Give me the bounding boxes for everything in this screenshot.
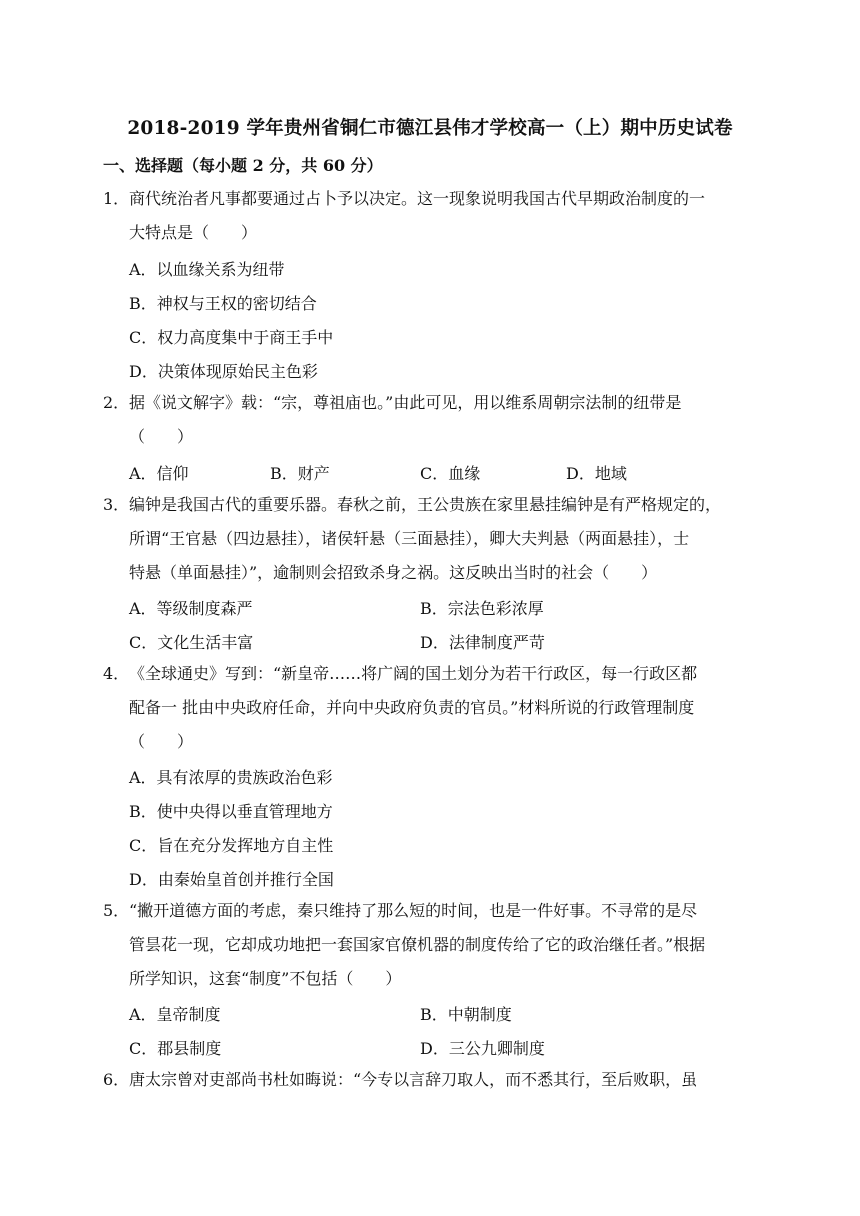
question-line: 唐太宗曾对吏部尚书杜如晦说：“今专以言辞刀取人，而不悉其行，至后败职，虽: [129, 1070, 698, 1089]
option-b: B．财产: [270, 464, 330, 483]
option-a: A．以血缘关系为纽带: [129, 260, 285, 279]
question-line: 大特点是（ ）: [129, 223, 258, 242]
question-line: 管昙花一现，它却成功地把一套国家官僚机器的制度传给了它的政治继任者。”根据: [129, 935, 706, 954]
question-5: [103, 894, 765, 996]
option-b: B．神权与王权的密切结合: [129, 294, 317, 313]
option-d: D．决策体现原始民主色彩: [129, 362, 318, 381]
question-number: 6．: [103, 1070, 130, 1089]
option-b: B．宗法色彩浓厚: [420, 599, 544, 618]
question-line: （ ）: [129, 732, 194, 751]
option-c: C．郡县制度: [129, 1039, 222, 1058]
question-line: 商代统治者凡事都要通过占卜予以决定。这一现象说明我国古代早期政治制度的一: [129, 189, 706, 208]
option-a: A．等级制度森严: [129, 599, 253, 618]
question-1: [103, 182, 765, 250]
option-c: C．旨在充分发挥地方自主性: [129, 836, 334, 855]
question-line: 所学知识，这套“制度”不包括（ ）: [129, 969, 402, 988]
question-2: [103, 386, 765, 454]
option-b: B．中朝制度: [420, 1005, 512, 1024]
option-d: D．由秦始皇首创并推行全国: [129, 870, 334, 889]
question-number: 4．: [103, 664, 130, 683]
question-line: 所谓“王官悬（四边悬挂），诸侯轩悬（三面悬挂），卿大夫判悬（两面悬挂），士: [129, 529, 690, 548]
option-a: A．信仰: [129, 464, 189, 483]
option-a: A．具有浓厚的贵族政治色彩: [129, 768, 333, 787]
question-number: 1．: [103, 189, 130, 208]
question-6: [103, 1063, 765, 1097]
section-heading: 一、选择题（每小题 2 分，共 60 分）: [103, 156, 383, 175]
question-number: 2．: [103, 393, 130, 412]
option-d: D．三公九卿制度: [420, 1039, 545, 1058]
question-line: 特悬（单面悬挂）”，逾制则会招致杀身之祸。这反映出当时的社会（ ）: [129, 563, 658, 582]
question-3: [103, 488, 765, 590]
question-line: （ ）: [129, 427, 194, 446]
question-line: “撇开道德方面的考虑，秦只维持了那么短的时间，也是一件好事。不寻常的是尽: [129, 901, 698, 920]
option-a: A．皇帝制度: [129, 1005, 221, 1024]
option-b: B．使中央得以垂直管理地方: [129, 802, 333, 821]
question-line: 据《说文解字》载：“宗，尊祖庙也。”由此可见，用以维系周朝宗法制的纽带是: [129, 393, 682, 412]
question-line: 配备一 批由中央政府任命，并向中央政府负责的官员。”材料所说的行政管理制度: [129, 698, 695, 717]
question-number: 5．: [103, 901, 130, 920]
question-4: [103, 657, 765, 759]
option-d: D．法律制度严苛: [420, 633, 545, 652]
question-number: 3．: [103, 495, 130, 514]
option-d: D．地域: [566, 464, 627, 483]
question-line: 《全球通史》写到：“新皇帝……将广阔的国土划分为若干行政区，每一行政区都: [129, 664, 698, 683]
page-title: 2018-2019 学年贵州省铜仁市德江县伟才学校高一（上）期中历史试卷: [127, 118, 733, 139]
option-c: C．权力高度集中于商王手中: [129, 328, 334, 347]
question-line: 编钟是我国古代的重要乐器。春秋之前，王公贵族在家里悬挂编钟是有严格规定的，: [129, 495, 722, 514]
option-c: C．血缘: [420, 464, 481, 483]
option-c: C．文化生活丰富: [129, 633, 254, 652]
